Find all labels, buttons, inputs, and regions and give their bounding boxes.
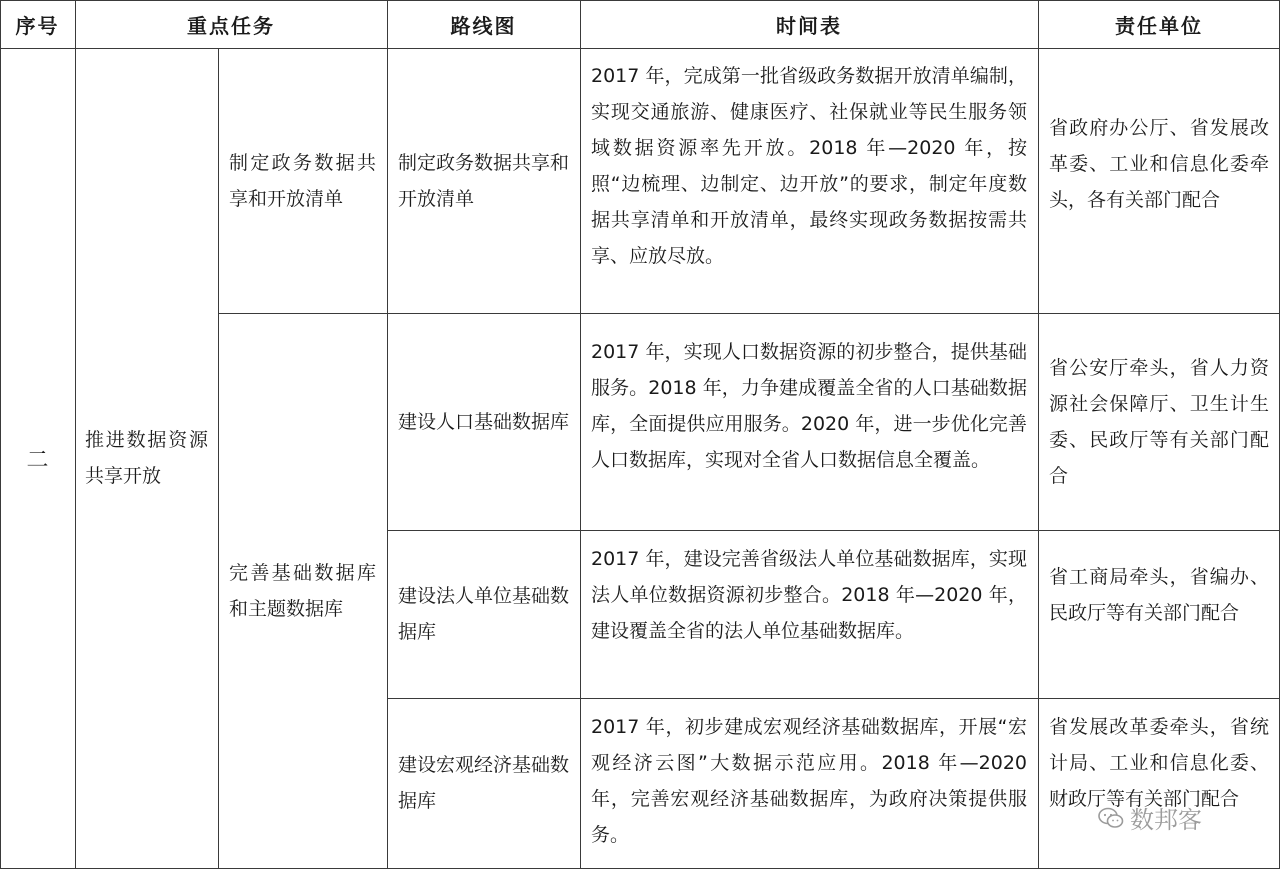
route-label: 制定政务数据共享和开放清单 [398,151,570,210]
header-schedule: 时间表 [776,13,842,38]
route-cell [387,48,580,313]
watermark-text: 数邦客 [1130,806,1202,834]
owner-cell: 省政府办公厅、省发展改革委、工业和信息化委牵头，各有关部门配合 [1049,117,1269,211]
route-cell [387,530,580,698]
header-owner: 责任单位 [1115,13,1203,38]
route-label: 建设法人单位基础数据库 [398,585,570,643]
schedule-cell: 2017 年，完成第一批省级政务数据开放清单编制，实现交通旅游、健康医疗、社保就业等民生服务领域数据资源率先开放。2018 年—2020 年，按照“边梳理、边制定、边开放”的要求，制定年度数据共享清单和开放清单，最终实现政务数据按需共享、应放尽放。 [591,65,1027,267]
schedule-cell: 2017 年，初步建成宏观经济基础数据库，开展“宏观经济云图”大数据示范应用。2018 年—2020 年，完善宏观经济基础数据库，为政府决策提供服务。 [591,716,1027,846]
wechat-icon [1098,807,1124,829]
header-task: 重点任务 [187,13,275,38]
owner-cell: 省发展改革委牵头，省统计局、工业和信息化委、财政厅等有关部门配合 [1049,716,1269,810]
subtask-label: 制定政务数据共享和开放清单 [229,151,376,210]
owner-cell: 省公安厅牵头，省人力资源社会保障厅、卫生计生委、民政厅等有关部门配合 [1049,357,1269,487]
schedule-cell: 2017 年，实现人口数据资源的初步整合，提供基础服务。2018 年，力争建成覆盖全省的人口基础数据库，全面提供应用服务。2020 年，进一步优化完善人口数据库，实现对全省人口数据信息全覆盖。 [591,341,1027,471]
route-label: 建设宏观经济基础数据库 [398,754,570,812]
subtask-cell [218,313,387,868]
route-cell [387,313,580,530]
owner-cell: 省工商局牵头，省编办、民政厅等有关部门配合 [1049,566,1269,624]
subtask-label: 完善基础数据库和主题数据库 [229,561,376,620]
section-task-label: 推进数据资源共享开放 [85,429,208,487]
route-label: 建设人口基础数据库 [398,410,570,433]
schedule-cell: 2017 年，建设完善省级法人单位基础数据库，实现法人单位数据资源初步整合。2018 年—2020 年，建设覆盖全省的法人单位基础数据库。 [591,548,1027,642]
header-no: 序号 [15,13,60,38]
subtask-cell [218,48,387,313]
section-number: 二 [26,447,49,473]
header-route: 路线图 [450,13,517,38]
watermark [1098,800,1202,835]
section-task [75,48,218,868]
route-cell [387,698,580,868]
